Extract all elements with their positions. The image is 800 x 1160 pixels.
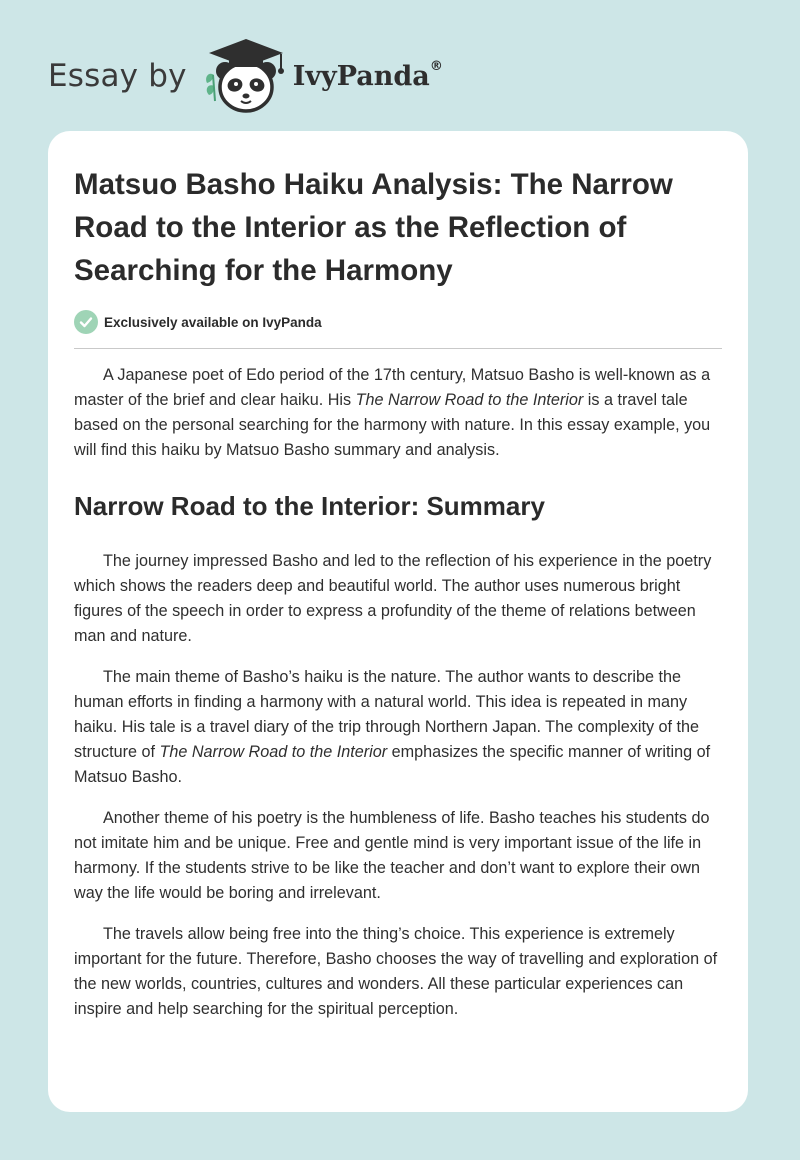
brand-name [292, 58, 443, 92]
intro-text-1: A Japanese poet of Edo period of the 17th century, Matsuo Basho is well-known as a master of the brief and clear haiku. His [74, 366, 711, 409]
check-circle-icon [74, 310, 98, 334]
body-paragraph-3: Another theme of his poetry is the humbleness of life. Basho teaches his students do not imitate him and be unique. Free and gentle mind is very important issue of the life in harmony. If the students strive to be like the teacher and don’t want to explore their own way the life would be boring and irrelevant. [74, 809, 710, 902]
intro-book-title: The Narrow Road to the Interior [355, 391, 584, 409]
exclusive-label: Exclusively available on IvyPanda [104, 314, 322, 330]
brand-name-text: IvyPanda [292, 60, 430, 92]
paragraph-2-text-2: emphasizes the specific manner of writing of Matsuo Basho. [74, 743, 711, 786]
paragraph-2-book-title: The Narrow Road to the Interior [159, 743, 388, 761]
essay-title: Matsuo Basho Haiku Analysis: The Narrow Road to the Interior as the Reflection of Searching for the Harmony [74, 168, 673, 287]
panda-graduate-icon [201, 35, 289, 115]
intro-text-2: is a travel tale based on the personal searching for the harmony with nature. In this essay example, you will find this haiku by Matsuo Basho summary and analysis. [74, 391, 711, 459]
body-paragraph-2 [74, 665, 722, 790]
section-heading: Narrow Road to the Interior: Summary [74, 491, 545, 521]
body-paragraph-1: The journey impressed Basho and led to the reflection of his experience in the poetry which shows the readers deep and beautiful world. The author uses numerous bright figures of the speech in order to express a profundity of the theme of relations between man and nature. [74, 552, 712, 645]
paragraph-2-text-1: The main theme of Basho’s haiku is the nature. The author wants to describe the human efforts in finding a harmony with a natural world. This idea is repeated in many haiku. His tale is a travel diary of the trip through Northern Japan. The complexity of the structure of [74, 668, 700, 761]
site-header [48, 30, 443, 120]
essay-by-label: Essay by [48, 58, 187, 94]
body-paragraph-4: The travels allow being free into the thing’s choice. This experience is extremely important for the future. Therefore, Basho chooses the way of travelling and exploration of the new worlds, countries, cultures and wonders. All these particular experiences can inspire and help searching for the spiritual perception. [74, 925, 718, 1018]
trademark-symbol: ® [429, 58, 443, 74]
essay-card [48, 131, 748, 1112]
intro-paragraph [74, 363, 722, 463]
exclusive-badge [74, 309, 722, 335]
title-divider [74, 348, 722, 349]
brand-logo-link[interactable] [201, 35, 443, 115]
